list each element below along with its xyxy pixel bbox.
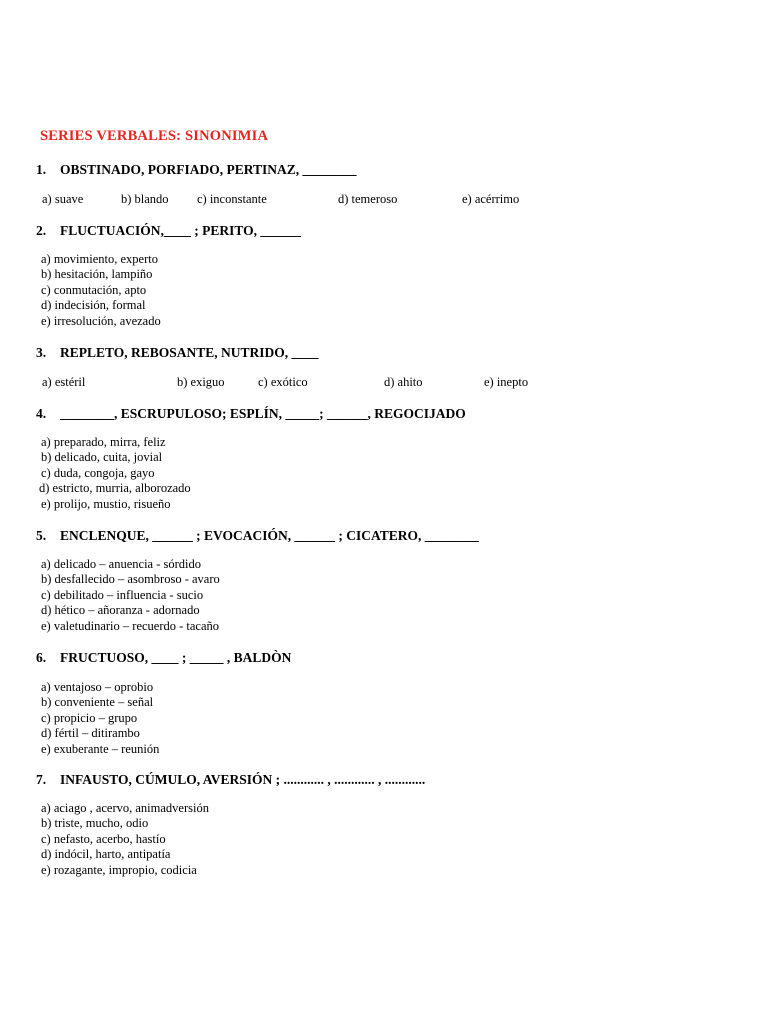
question-4-number: 4. [36,406,47,421]
q5-option-d: d) hético – añoranza - adornado [41,603,200,618]
q1-option-e: e) acérrimo [462,192,520,206]
q6-option-d: d) fértil – ditirambo [41,726,140,741]
q4-option-e: e) prolijo, mustio, risueño [41,496,171,511]
q4-option-d: d) estricto, murria, alborozado [39,481,191,496]
q7-option-a: a) aciago , acervo, animadversión [41,801,209,815]
q6-option-a: a) ventajoso – oprobio [41,680,154,694]
q6-option-b: b) conveniente – señal [41,695,154,710]
question-5 [36,528,479,544]
q3-option-d: d) ahito [384,375,423,389]
q7-option-e: e) rozagante, impropio, codicia [41,862,197,877]
question-1-text: OBSTINADO, PORFIADO, PERTINAZ, ________ [60,162,357,177]
q3-option-a: a) estéril [42,375,86,389]
question-1 [36,162,357,178]
q4-option-c: c) duda, congoja, gayo [41,465,155,480]
question-3-text: REPLETO, REBOSANTE, NUTRIDO, ____ [60,345,319,360]
question-6 [36,650,291,666]
q6-option-c: c) propicio – grupo [41,710,138,725]
question-2 [36,223,301,239]
q3-option-c: c) exótico [258,375,308,389]
q3-option-e: e) inepto [484,375,529,389]
q5-option-c: c) debilitado – influencia - sucio [41,587,204,602]
q4-option-b: b) delicado, cuita, jovial [41,450,163,465]
q2-option-e: e) irresolución, avezado [41,313,161,328]
q6-option-e: e) exuberante – reunión [41,741,160,756]
q7-options [41,801,209,878]
q1-option-c: c) inconstante [197,192,267,206]
q1-option-b: b) blando [121,192,169,206]
q5-options [41,557,220,634]
question-7-text: INFAUSTO, CÚMULO, AVERSIÓN ; ............ , ............ , ............ [60,772,426,787]
q7-option-d: d) indócil, harto, antipatía [41,847,171,862]
q7-option-b: b) triste, mucho, odio [41,816,149,831]
q2-option-a: a) movimiento, experto [41,252,158,266]
question-3-number: 3. [36,345,47,360]
q3-option-b: b) exiguo [177,375,225,389]
question-5-text: ENCLENQUE, ______ ; EVOCACIÓN, ______ ; CICATERO, ________ [60,528,479,543]
q2-option-c: c) conmutación, apto [41,282,147,297]
q5-option-b: b) desfallecido – asombroso - avaro [41,572,220,587]
question-5-number: 5. [36,528,47,543]
question-4 [36,406,466,422]
question-2-text: FLUCTUACIÓN,____ ; PERITO, ______ [60,223,301,238]
question-2-number: 2. [36,223,47,238]
q7-option-c: c) nefasto, acerbo, hastío [41,831,166,846]
question-6-text: FRUCTUOSO, ____ ; _____ , BALDÒN [60,650,292,665]
question-3 [36,345,319,361]
q6-options [41,680,159,757]
q5-option-a: a) delicado – anuencia - sórdido [41,557,202,571]
q4-options [41,435,191,512]
question-7 [36,772,425,788]
q1-option-d: d) temeroso [338,192,398,206]
question-7-number: 7. [36,772,47,787]
q5-option-e: e) valetudinario – recuerdo - tacaño [41,618,220,633]
q2-options [41,252,161,329]
page-title: SERIES VERBALES: SINONIMIA [40,128,269,144]
q4-option-a: a) preparado, mirra, feliz [41,435,166,449]
question-1-number: 1. [36,162,47,177]
q1-option-a: a) suave [42,192,84,206]
q2-option-d: d) indecisión, formal [41,298,146,313]
q2-option-b: b) hesitación, lampiño [41,267,153,282]
question-4-text: ________, ESCRUPULOSO; ESPLÍN, _____; ______, REGOCIJADO [60,406,466,421]
question-6-number: 6. [36,650,47,665]
